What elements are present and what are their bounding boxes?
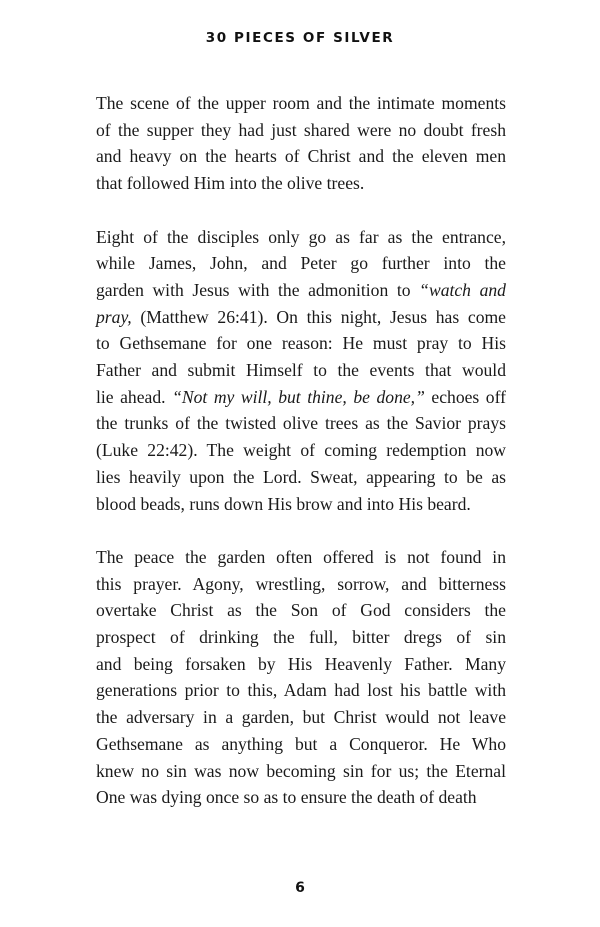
text-line: this prayer. Agony, wrestling, sorrow, and bitterness (96, 573, 506, 594)
text-line: overtake Christ as the Son of God considers the (96, 600, 506, 621)
text-line: that followed Him into the olive trees. (96, 173, 365, 194)
text-run: (Matthew 26:41). On this night, Jesus has come (140, 306, 506, 327)
paragraph-3 (96, 544, 506, 811)
text-line: The peace the garden often offered is not found in (96, 546, 506, 567)
text-line: the adversary in a garden, but Christ would not leave (96, 707, 506, 728)
text-line: prospect of drinking the full, bitter dregs of sin (96, 627, 506, 648)
text-line: Gethsemane as anything but a Conqueror. He Who (96, 733, 506, 754)
text-line: generations prior to this, Adam had lost his battle with (96, 680, 506, 701)
text-line: of the supper they had just shared were no doubt fresh (96, 119, 506, 140)
text-line: to Gethsemane for one reason: He must pray to His (96, 333, 506, 354)
text-line: while James, John, and Peter go further into the (96, 253, 506, 274)
text-line: Eight of the disciples only go as far as the entrance, (96, 226, 506, 247)
text-line: and heavy on the hearts of Christ and the eleven men (96, 146, 506, 167)
text-run: echoes off (431, 386, 507, 407)
paragraph-2 (96, 224, 506, 518)
text-line (96, 277, 506, 304)
text-line: and being forsaken by His Heavenly Father. Many (96, 653, 506, 674)
running-head-title: 30 PIECES OF SILVER (205, 30, 395, 46)
text-line: lies heavily upon the Lord. Sweat, appearing to be as (96, 466, 506, 487)
text-line: Father and submit Himself to the events that would (96, 360, 506, 381)
text-line (96, 304, 506, 331)
text-run: garden with Jesus with the admonition to (96, 279, 411, 300)
quote-not-my-will: “Not my will, but thine, be done,” (172, 386, 425, 407)
text-line: blood beads, runs down His brow and into His beard. (96, 493, 471, 514)
body-text (96, 90, 506, 838)
quote-pray: pray, (96, 306, 132, 327)
paragraph-1 (96, 90, 506, 197)
text-line: (Luke 22:42). The weight of coming redemption now (96, 440, 506, 461)
page-number: 6 (295, 880, 305, 896)
text-line: The scene of the upper room and the intimate moments (96, 93, 506, 113)
text-line: the trunks of the twisted olive trees as the Savior prays (96, 413, 506, 434)
text-line: knew no sin was now becoming sin for us; the Eternal (96, 760, 506, 781)
text-line: One was dying once so as to ensure the death of death (96, 787, 477, 808)
text-run: lie ahead. (96, 386, 166, 407)
text-line (96, 384, 506, 411)
quote-watch-and: “watch and (419, 279, 506, 300)
